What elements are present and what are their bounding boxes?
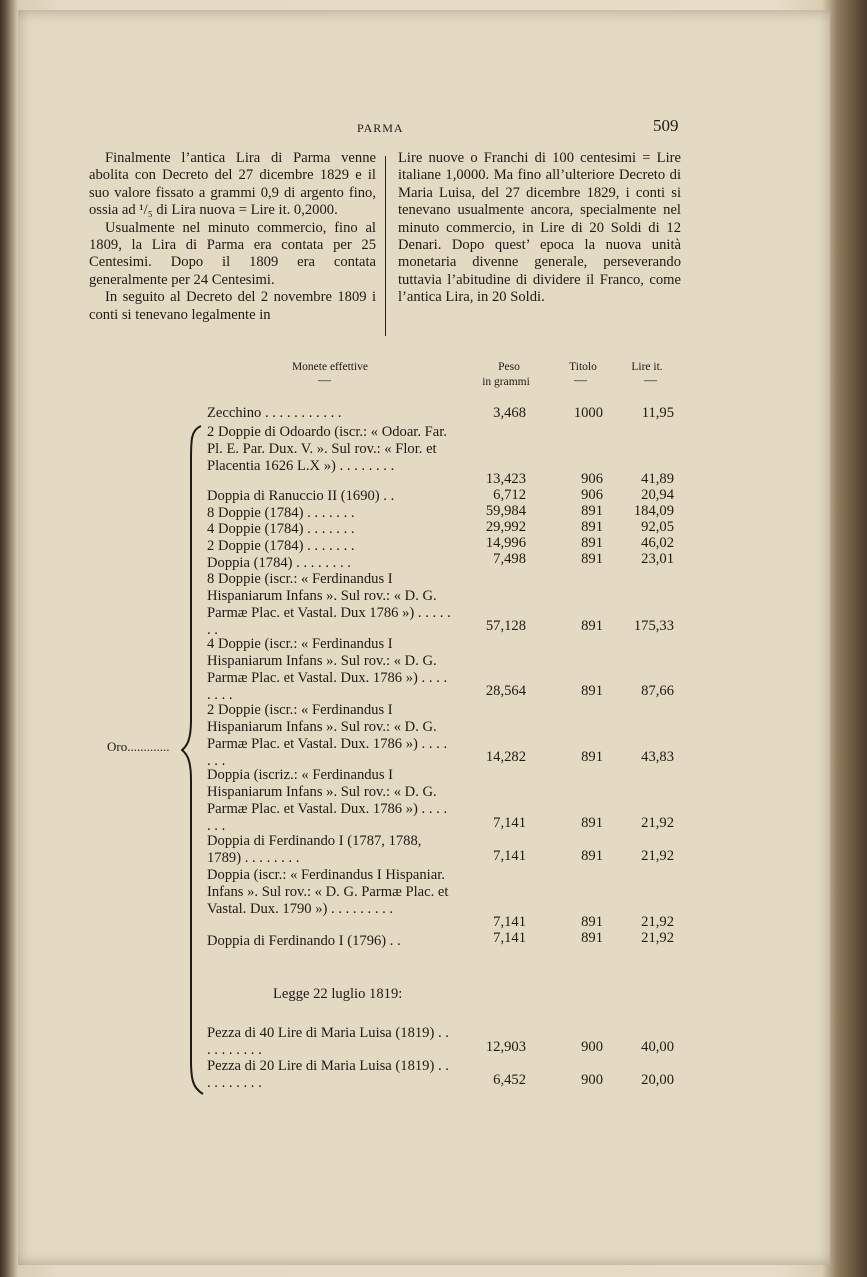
cell-titolo: 906	[581, 471, 603, 487]
cell-lire: 40,00	[641, 1039, 674, 1055]
page-number: 509	[653, 116, 679, 135]
table-row-desc: Doppia (iscr.: « Ferdinandus I Hispaniar. Infans ». Sul rov.: « D. G. Parmæ Plac. et Vastal. Dux. 1790 ») . . . . . . . . .	[207, 867, 449, 918]
table-row-desc: 2 Doppie (iscr.: « Ferdinandus I Hispaniarum Infans ». Sul rov.: « D. G. Parmæ Plac. et Vastal. Dux. 1786 ») . . . . . . .	[207, 702, 448, 770]
table-row-desc: Pezza di 20 Lire di Maria Luisa (1819) . . . . . . . . . .	[207, 1058, 449, 1092]
cell-titolo: 891	[581, 914, 603, 930]
cell-peso: 7,498	[493, 551, 526, 567]
table-row-desc: Pezza di 40 Lire di Maria Luisa (1819) . . . . . . . . . .	[207, 1025, 449, 1059]
cell-peso: 57,128	[485, 618, 526, 634]
cell-lire: 20,94	[641, 487, 674, 503]
cell-lire: 21,92	[641, 930, 674, 946]
cell-peso: 14,282	[485, 749, 526, 765]
header-dash: —	[574, 372, 587, 387]
cell-peso: 7,141	[493, 848, 526, 864]
cell-titolo: 891	[581, 749, 603, 765]
running-head: PARMA	[357, 121, 404, 135]
cell-lire: 20,00	[641, 1072, 674, 1088]
cell-titolo: 891	[581, 551, 603, 567]
cell-titolo: 1000	[573, 405, 603, 421]
cell-titolo: 891	[581, 503, 603, 519]
table-row-desc: 2 Doppie di Odoardo (iscr.: « Odoar. Far. Pl. E. Par. Dux. V. ». Sul rov.: « Flor. et Placentia 1626 L.X ») . . . . . . . .	[207, 424, 447, 475]
cell-lire: 87,66	[641, 683, 674, 699]
cell-titolo: 900	[581, 1072, 603, 1088]
cell-peso: 7,141	[493, 930, 526, 946]
cell-lire: 41,89	[641, 471, 674, 487]
header-lire: Lire it.	[631, 361, 663, 373]
table-row-desc: 2 Doppie (1784) . . . . . . .	[207, 538, 355, 554]
cell-lire: 23,01	[641, 551, 674, 567]
cell-peso: 59,984	[485, 503, 526, 519]
table-row-desc: Doppia di Ferdinando I (1787, 1788, 1789) . . . . . . . .	[207, 833, 422, 867]
header-peso: Peso	[498, 361, 520, 373]
cell-peso: 29,992	[485, 519, 526, 535]
cell-titolo: 900	[581, 1039, 603, 1055]
paragraph: Lire nuove o Franchi di 100 centesimi = Lire italiane 1,0000. Ma fino all’ulteriore Decreto di Maria Luisa, del 27 dicembre 1829, i conti si tenevano usualmente ancora, specialmente nel minuto commercio, in Lire di 20 Soldi di 12 Denari. Dopo quest’ epoca la nuova unità monetaria divenne generale, perseverando tuttavia l’abitudine di dividere il Franco, come l’antica Lira, in 20 Soldi.	[398, 150, 681, 306]
cell-lire: 21,92	[641, 815, 674, 831]
table-row-desc: Doppia (1784) . . . . . . . .	[207, 555, 351, 571]
cell-peso: 7,141	[493, 914, 526, 930]
cell-lire: 21,92	[641, 914, 674, 930]
cell-peso: 28,564	[485, 683, 526, 699]
table-row-desc: 8 Doppie (iscr.: « Ferdinandus I Hispaniarum Infans ». Sul rov.: « D. G. Parmæ Plac. et Vastal. Dux 1786 ») . . . . . . .	[207, 571, 451, 639]
cell-titolo: 891	[581, 683, 603, 699]
header-peso-sub: in grammi	[482, 376, 530, 388]
group-label-oro: Oro.............	[107, 739, 170, 754]
cell-peso: 6,452	[493, 1072, 526, 1088]
column-rule	[385, 156, 386, 336]
table-row-desc: Doppia (iscriz.: « Ferdinandus I Hispaniarum Infans ». Sul rov.: « D. G. Parmæ Plac. et Vastal. Dux. 1786 ») . . . . . . .	[207, 767, 448, 835]
cell-lire: 175,33	[633, 618, 674, 634]
cell-titolo: 891	[581, 618, 603, 634]
header-dash: —	[644, 372, 657, 387]
cell-titolo: 891	[581, 815, 603, 831]
cell-peso: 7,141	[493, 815, 526, 831]
cell-lire: 184,09	[633, 503, 674, 519]
table-row-desc: 8 Doppie (1784) . . . . . . .	[207, 505, 355, 521]
header-titolo: Titolo	[569, 361, 597, 373]
cell-lire: 11,95	[641, 405, 674, 421]
header-dash: —	[318, 372, 331, 387]
table-row-desc: Doppia di Ferdinando I (1796) . .	[207, 933, 401, 949]
cell-titolo: 891	[581, 848, 603, 864]
table-row-desc: Doppia di Ranuccio II (1690) . .	[207, 488, 395, 504]
cell-peso: 12,903	[485, 1039, 526, 1055]
cell-lire: 43,83	[641, 749, 674, 765]
table-subheading: Legge 22 luglio 1819:	[273, 986, 403, 1002]
table-row-desc: Zecchino . . . . . . . . . . .	[207, 405, 342, 421]
right-column-text	[398, 150, 681, 307]
paragraph: Usualmente nel minuto commercio, fino al 1809, la Lira di Parma era contata per 25 Centesimi. Dopo il 1809 era contata generalmente per 24 Centesimi.	[89, 219, 376, 288]
cell-peso: 3,468	[493, 405, 526, 421]
table-row-desc: 4 Doppie (iscr.: « Ferdinandus I Hispaniarum Infans ». Sul rov.: « D. G. Parmæ Plac. et Vastal. Dux. 1786 ») . . . . . . . .	[207, 636, 448, 704]
cell-peso: 14,996	[485, 535, 526, 551]
cell-lire: 46,02	[641, 535, 674, 551]
cell-titolo: 891	[581, 930, 603, 946]
cell-titolo: 891	[581, 519, 603, 535]
paragraph: Finalmente l’antica Lira di Parma venne abolita con Decreto del 27 dicembre 1829 e il suo valore fissato a grammi 0,9 di argento fino, ossia ad ¹/₅ di Lira nuova = Lire it. 0,2000.	[89, 150, 376, 219]
left-column-text	[89, 150, 376, 324]
cell-titolo: 906	[581, 487, 603, 503]
table-row-desc: 4 Doppie (1784) . . . . . . .	[207, 521, 355, 537]
cell-lire: 92,05	[641, 519, 674, 535]
cell-lire: 21,92	[641, 848, 674, 864]
header-monete: Monete effettive	[291, 361, 369, 373]
cell-peso: 13,423	[485, 471, 526, 487]
paragraph: In seguito al Decreto del 2 novembre 1809 i conti si tenevano legalmente in	[89, 289, 376, 323]
cell-peso: 6,712	[493, 487, 526, 503]
cell-titolo: 891	[581, 535, 603, 551]
